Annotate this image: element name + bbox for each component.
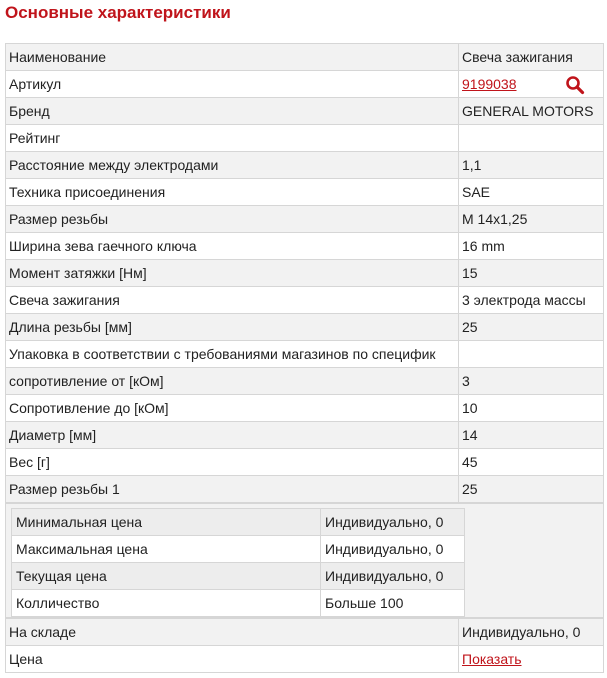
spec-row xyxy=(6,206,604,233)
spec-row xyxy=(6,314,604,341)
spec-row xyxy=(6,422,604,449)
spec-row xyxy=(6,476,604,503)
spec-label: Момент затяжки [Нм] xyxy=(6,260,459,287)
spec-label: Длина резьбы [мм] xyxy=(6,314,459,341)
price-row-quantity xyxy=(12,590,465,617)
spec-row xyxy=(6,449,604,476)
price-label: Цена xyxy=(6,646,459,673)
spec-value: M 14x1,25 xyxy=(459,206,604,233)
spec-row xyxy=(6,260,604,287)
section-title: Основные характеристики xyxy=(5,3,231,22)
price-label: Колличество xyxy=(12,590,321,617)
spec-label: Упаковка в соответствии с требованиями магазинов по специфик xyxy=(6,341,459,368)
price-value: Больше 100 xyxy=(321,590,465,617)
spec-value: 3 электрода массы xyxy=(459,287,604,314)
spec-label: Ширина зева гаечного ключа xyxy=(6,233,459,260)
spec-label: Размер резьбы 1 xyxy=(6,476,459,503)
price-label: Минимальная цена xyxy=(12,509,321,536)
spec-value: 25 xyxy=(459,314,604,341)
stock-value: Индивидуально, 0 xyxy=(459,619,604,646)
spec-row xyxy=(6,395,604,422)
spec-row xyxy=(6,368,604,395)
spec-label: Вес [г] xyxy=(6,449,459,476)
spec-row xyxy=(6,287,604,314)
spec-label: Расстояние между электродами xyxy=(6,152,459,179)
spec-label: Размер резьбы xyxy=(6,206,459,233)
search-icon[interactable] xyxy=(565,75,585,95)
stock-label: На складе xyxy=(6,619,459,646)
specs-table xyxy=(5,43,604,503)
spec-row-article xyxy=(6,71,604,98)
stock-row xyxy=(6,619,604,646)
price-value: Индивидуально, 0 xyxy=(321,536,465,563)
spec-label: Артикул xyxy=(6,71,459,98)
spec-value: 15 xyxy=(459,260,604,287)
spec-label: Наименование xyxy=(6,44,459,71)
spec-value: Свеча зажигания xyxy=(459,44,604,71)
spec-label: сопротивление от [кОм] xyxy=(6,368,459,395)
spec-value: 16 mm xyxy=(459,233,604,260)
spec-value xyxy=(459,125,604,152)
availability-table xyxy=(5,618,604,673)
spec-label: Бренд xyxy=(6,98,459,125)
spec-row-brand xyxy=(6,98,604,125)
spec-value: GENERAL MOTORS xyxy=(459,98,604,125)
spec-value: 25 xyxy=(459,476,604,503)
spec-value: 1,1 xyxy=(459,152,604,179)
price-label: Максимальная цена xyxy=(12,536,321,563)
price-row xyxy=(6,646,604,673)
spec-value: 10 xyxy=(459,395,604,422)
price-value: Индивидуально, 0 xyxy=(321,509,465,536)
spec-row-rating xyxy=(6,125,604,152)
spec-value: 14 xyxy=(459,422,604,449)
price-table xyxy=(11,508,465,617)
spec-label: Рейтинг xyxy=(6,125,459,152)
price-value-cell xyxy=(459,646,604,673)
spec-value: SAE xyxy=(459,179,604,206)
article-link[interactable]: 9199038 xyxy=(462,76,517,92)
spec-row xyxy=(6,233,604,260)
price-info-panel xyxy=(5,503,604,618)
price-value: Индивидуально, 0 xyxy=(321,563,465,590)
spec-value-cell xyxy=(459,71,604,98)
spec-label: Сопротивление до [кОм] xyxy=(6,395,459,422)
show-price-link[interactable]: Показать xyxy=(462,651,522,667)
spec-row xyxy=(6,179,604,206)
spec-value xyxy=(459,341,604,368)
price-row-current xyxy=(12,563,465,590)
spec-label: Свеча зажигания xyxy=(6,287,459,314)
price-label: Текущая цена xyxy=(12,563,321,590)
spec-value: 3 xyxy=(459,368,604,395)
price-row-min xyxy=(12,509,465,536)
spec-value: 45 xyxy=(459,449,604,476)
spec-row xyxy=(6,152,604,179)
spec-label: Диаметр [мм] xyxy=(6,422,459,449)
price-row-max xyxy=(12,536,465,563)
spec-row-name xyxy=(6,44,604,71)
spec-label: Техника присоединения xyxy=(6,179,459,206)
spec-row xyxy=(6,341,604,368)
